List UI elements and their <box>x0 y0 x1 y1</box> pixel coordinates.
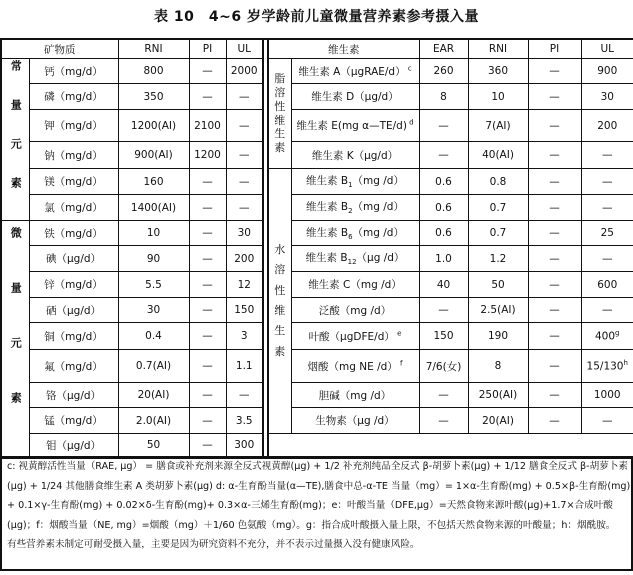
mineral-ul: 200 <box>226 246 263 272</box>
vitamin-name: 烟酸（mg NE /d） $^f$ <box>291 350 419 383</box>
mineral-rni: 90 <box>118 246 189 272</box>
mineral-rni: 1200(AI) <box>118 110 189 142</box>
vitamin-ul: 30 <box>581 84 633 110</box>
mineral-ul: 2000 <box>226 59 263 84</box>
mineral-ul: — <box>226 142 263 169</box>
vitamin-name: 维生素 C（mg /d） <box>291 272 419 298</box>
mineral-ul: — <box>226 195 263 221</box>
vitamin-name: 维生素 $B_{12}(\mu g$ /d） <box>291 246 419 272</box>
vitamin-pi: — <box>528 298 581 323</box>
vitamin-pi: — <box>528 59 581 84</box>
mineral-rni: 2.0(AI) <box>118 408 189 434</box>
mineral-pi: — <box>189 272 226 298</box>
mineral-pi: 2100 <box>189 110 226 142</box>
mineral-ul: 150 <box>226 298 263 323</box>
mineral-rni: 10 <box>118 221 189 246</box>
mineral-name: 钼（μg/d） <box>29 434 118 458</box>
mineral-name: 磷（mg/d） <box>29 84 118 110</box>
mineral-category <box>1 221 29 458</box>
vitamin-pi: — <box>528 272 581 298</box>
footnote-disclaimer: 有些营养素未制定可耐受摄入量，主要是因为研究资料不充分，并不表示过量摄入没有健康风险。 <box>7 539 420 550</box>
header-ear: EAR <box>419 39 468 59</box>
vitamin-ear: 0.6 <box>419 169 468 195</box>
header-pi: PI <box>189 39 226 59</box>
mineral-ul: — <box>226 169 263 195</box>
table-row <box>1 195 633 221</box>
table-row <box>1 272 633 298</box>
vitamin-ear: 1.0 <box>419 246 468 272</box>
table-row <box>1 434 633 458</box>
vitamin-ul: 600 <box>581 272 633 298</box>
vitamin-pi: — <box>528 221 581 246</box>
mineral-ul: 30 <box>226 221 263 246</box>
mineral-category-label: 微量元素 <box>9 227 23 448</box>
vitamin-ul: — <box>581 408 633 434</box>
vitamin-ul: — <box>581 195 633 221</box>
table-row <box>1 59 633 84</box>
vitamin-pi: — <box>528 246 581 272</box>
table-row <box>1 350 633 383</box>
vitamin-rni: 40(AI) <box>468 142 528 169</box>
vitamin-pi: — <box>528 84 581 110</box>
vitamin-ear: — <box>419 110 468 142</box>
vitamin-name: 维生素 $B_2(mg$ /d） <box>291 195 419 221</box>
vitamin-category: 水 溶 性 维 生 素 <box>268 169 291 434</box>
mineral-name: 氯（mg/d） <box>29 195 118 221</box>
mineral-pi: — <box>189 221 226 246</box>
mineral-name: 锌（mg/d） <box>29 272 118 298</box>
vitamin-rni: 190 <box>468 323 528 350</box>
vitamin-rni: 1.2 <box>468 246 528 272</box>
vitamin-ul: 25 <box>581 221 633 246</box>
mineral-rni: 20(AI) <box>118 383 189 408</box>
vitamin-rni: 0.7 <box>468 195 528 221</box>
vitamin-ul: 15/130$^h$ <box>581 350 633 383</box>
mineral-name: 锰（mg/d） <box>29 408 118 434</box>
mineral-name: 铁（mg/d） <box>29 221 118 246</box>
mineral-pi: — <box>189 350 226 383</box>
vitamin-ear: 40 <box>419 272 468 298</box>
table-row <box>1 221 633 246</box>
header-rni: RNI <box>468 39 528 59</box>
vitamin-pi: — <box>528 169 581 195</box>
table-row <box>1 323 633 350</box>
mineral-category <box>1 59 29 221</box>
vitamin-ear: 260 <box>419 59 468 84</box>
vitamin-rni: 0.8 <box>468 169 528 195</box>
vitamin-pi: — <box>528 195 581 221</box>
header-minerals: 矿物质 <box>1 39 118 59</box>
mineral-pi: — <box>189 408 226 434</box>
vitamin-ul: 400$^g$ <box>581 323 633 350</box>
vitamin-name: 维生素 D（μg/d） <box>291 84 419 110</box>
vitamin-ear: 8 <box>419 84 468 110</box>
vitamin-ul: — <box>581 169 633 195</box>
vitamin-name: 维生素 E(mg α—TE/d) $^d$ <box>291 110 419 142</box>
mineral-pi: — <box>189 383 226 408</box>
table-row <box>1 408 633 434</box>
vitamin-rni: 20(AI) <box>468 408 528 434</box>
mineral-name: 铜（mg/d） <box>29 323 118 350</box>
vitamin-ear: — <box>419 298 468 323</box>
vitamin-name: 维生素 K（μg/d） <box>291 142 419 169</box>
empty-cell <box>268 434 633 458</box>
vitamin-rni: 7(AI) <box>468 110 528 142</box>
vitamin-ul: 1000 <box>581 383 633 408</box>
vitamin-rni: 0.7 <box>468 221 528 246</box>
vitamin-rni: 10 <box>468 84 528 110</box>
vitamin-name: 维生素 $B_6(mg$ /d） <box>291 221 419 246</box>
mineral-ul: 3.5 <box>226 408 263 434</box>
mineral-ul: 1.1 <box>226 350 263 383</box>
mineral-name: 钠（mg/d） <box>29 142 118 169</box>
mineral-rni: 5.5 <box>118 272 189 298</box>
vitamin-ear: — <box>419 142 468 169</box>
header-ul: UL <box>226 39 263 59</box>
mineral-name: 硒（μg/d） <box>29 298 118 323</box>
mineral-rni: 350 <box>118 84 189 110</box>
vitamin-rni: 2.5(AI) <box>468 298 528 323</box>
mineral-pi: — <box>189 434 226 458</box>
mineral-rni: 900(AI) <box>118 142 189 169</box>
mineral-rni: 160 <box>118 169 189 195</box>
vitamin-rni: 8 <box>468 350 528 383</box>
vitamin-ul: — <box>581 298 633 323</box>
vitamin-pi: — <box>528 110 581 142</box>
vitamin-name: 胆碱（mg /d） <box>291 383 419 408</box>
mineral-ul: — <box>226 110 263 142</box>
mineral-name: 氟（mg/d） <box>29 350 118 383</box>
vitamin-rni: 250(AI) <box>468 383 528 408</box>
table-title: 表 10 4~6 岁学龄前儿童微量营养素参考摄入量 <box>154 9 479 25</box>
table-row <box>1 169 633 195</box>
header-ul: UL <box>581 39 633 59</box>
mineral-category-label: 常量元素 <box>9 60 23 216</box>
vitamin-ear: 0.6 <box>419 195 468 221</box>
nutrient-table <box>0 38 633 459</box>
mineral-ul: 300 <box>226 434 263 458</box>
table-row <box>1 84 633 110</box>
header-row <box>1 39 633 59</box>
vitamin-ear: 0.6 <box>419 221 468 246</box>
header-pi: PI <box>528 39 581 59</box>
mineral-pi: — <box>189 84 226 110</box>
vitamin-ear: — <box>419 383 468 408</box>
mineral-pi: — <box>189 59 226 84</box>
vitamin-ear: — <box>419 408 468 434</box>
vitamin-rni: 50 <box>468 272 528 298</box>
vitamin-category: 脂 溶 性 维 生 素 <box>268 59 291 169</box>
footnotes <box>0 456 633 571</box>
vitamin-name: 维生素 $B_1(mg$ /d） <box>291 169 419 195</box>
mineral-rni: 1400(AI) <box>118 195 189 221</box>
mineral-pi: 1200 <box>189 142 226 169</box>
vitamin-ul: — <box>581 246 633 272</box>
table-row <box>1 298 633 323</box>
vitamin-ear: 150 <box>419 323 468 350</box>
vitamin-ul: 200 <box>581 110 633 142</box>
mineral-pi: — <box>189 195 226 221</box>
vitamin-ul: 900 <box>581 59 633 84</box>
table-row <box>1 383 633 408</box>
vitamin-pi: — <box>528 350 581 383</box>
header-rni: RNI <box>118 39 189 59</box>
table-row <box>1 142 633 169</box>
table-row <box>1 246 633 272</box>
mineral-ul: 3 <box>226 323 263 350</box>
mineral-pi: — <box>189 323 226 350</box>
mineral-ul: 12 <box>226 272 263 298</box>
vitamin-pi: — <box>528 323 581 350</box>
vitamin-name: 维生素 A（μgRAE/d） $^c$ <box>291 59 419 84</box>
vitamin-ear: 7/6(女) <box>419 350 468 383</box>
mineral-name: 铬（μg/d） <box>29 383 118 408</box>
vitamin-pi: — <box>528 142 581 169</box>
mineral-pi: — <box>189 169 226 195</box>
footnote-definitions: c: 视黄醇活性当量（RAE, μg） = 膳食或补充剂来源全反式视黄醇(μg) + 1/2 补充剂纯品全反式 β-胡萝卜素(μg) + 1/12 膳食全反式 β-胡萝卜素(μg) + 1/24 其他膳食维生素 A 类胡萝卜素(μg) d: α-生育酚当量(α—TE),膳食中总-α-TE 当量（mg）= 1×α-生育酚(mg) + 0.5×β-生育酚(mg) + 0.1×γ-生育酚(mg) + 0.02×δ-生育酚(mg)+ 0.3×α-三烯生育酚(mg)；e：叶酸当量（DFE,μg）=天然食物来源叶酸(μg)+1.7×合成叶酸(μg)；f：烟酸当量（NE, mg）=烟酸（mg）＋1/60 色氨酸（mg）。g：指合成叶酸摄入量上限，不包括天然食物来源的叶酸量；h：烟酰胺。 <box>7 461 631 531</box>
mineral-pi: — <box>189 298 226 323</box>
vitamin-name: 泛酸（mg /d） <box>291 298 419 323</box>
mineral-ul: — <box>226 84 263 110</box>
header-vitamins: 维生素 <box>268 39 419 59</box>
mineral-name: 碘（μg/d） <box>29 246 118 272</box>
mineral-ul: — <box>226 383 263 408</box>
mineral-rni: 50 <box>118 434 189 458</box>
mineral-rni: 800 <box>118 59 189 84</box>
mineral-name: 镁（mg/d） <box>29 169 118 195</box>
vitamin-pi: — <box>528 383 581 408</box>
table-row <box>1 110 633 142</box>
mineral-name: 钾（mg/d） <box>29 110 118 142</box>
vitamin-pi: — <box>528 408 581 434</box>
mineral-rni: 0.7(AI) <box>118 350 189 383</box>
mineral-rni: 30 <box>118 298 189 323</box>
vitamin-ul: — <box>581 142 633 169</box>
mineral-rni: 0.4 <box>118 323 189 350</box>
mineral-pi: — <box>189 246 226 272</box>
vitamin-name: 叶酸（μgDFE/d） $^e$ <box>291 323 419 350</box>
vitamin-name: 生物素（μg /d） <box>291 408 419 434</box>
vitamin-rni: 360 <box>468 59 528 84</box>
mineral-name: 钙（mg/d） <box>29 59 118 84</box>
